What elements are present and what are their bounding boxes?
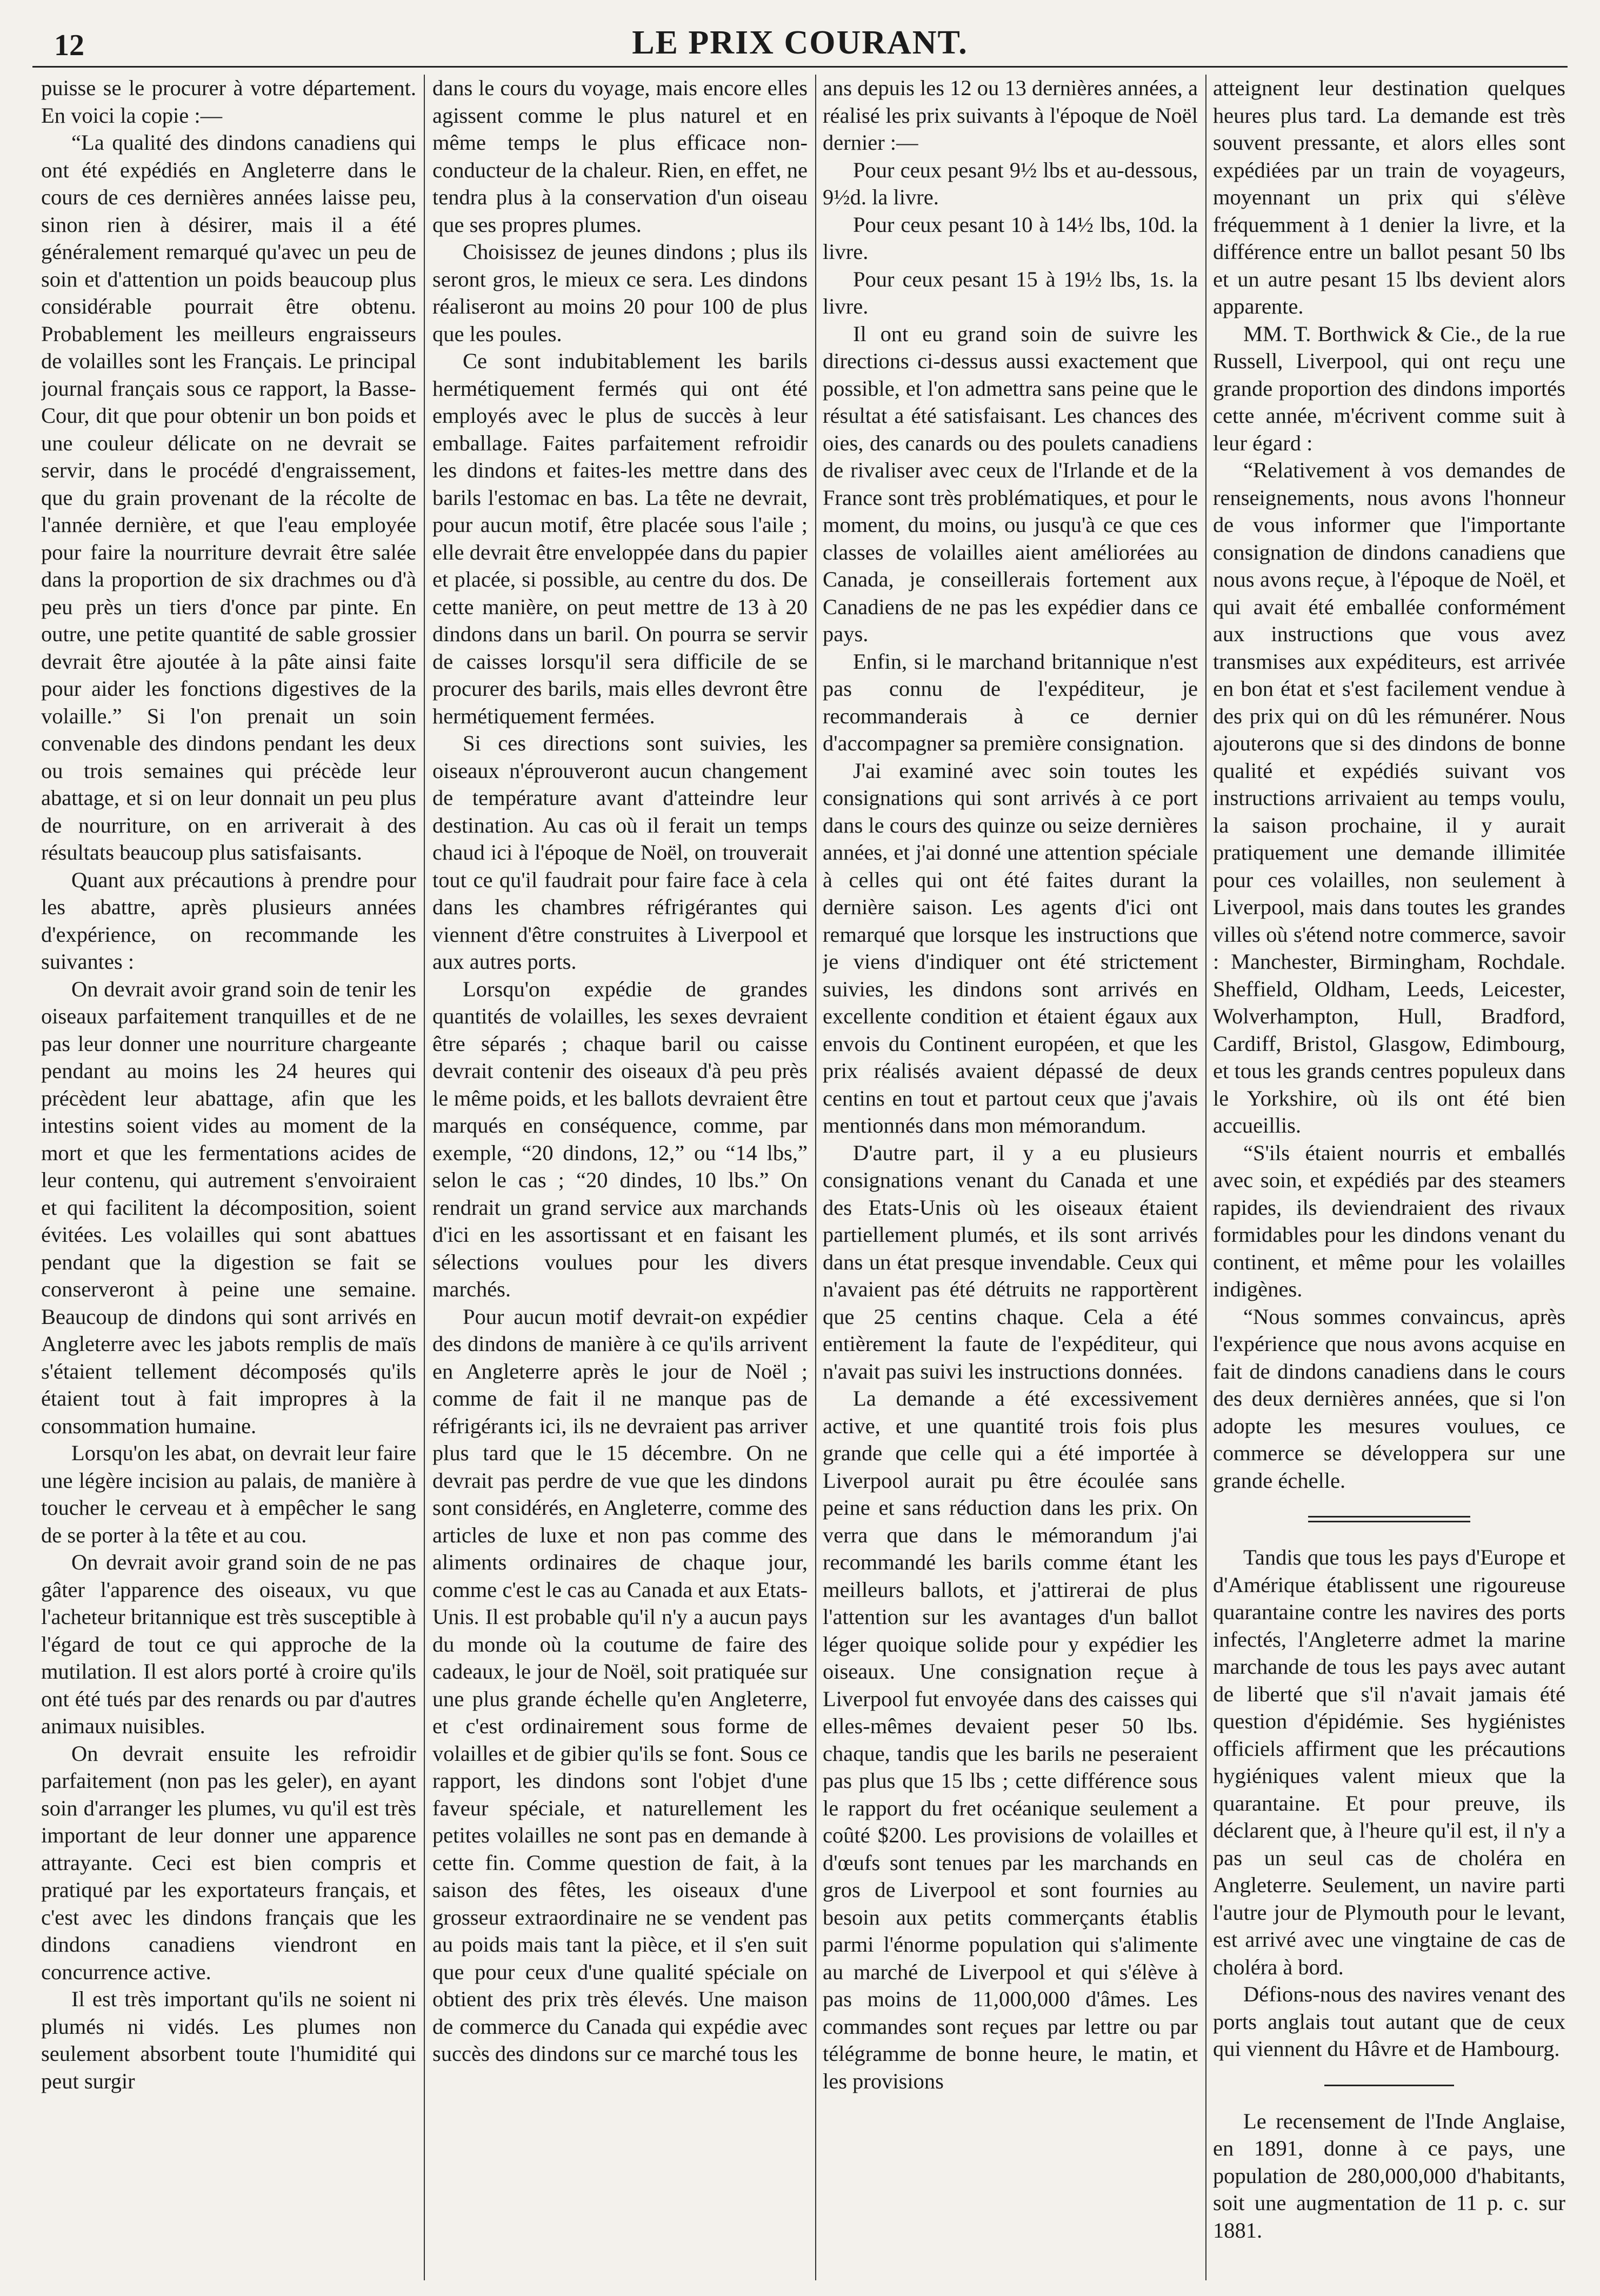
masthead-title: LE PRIX COURANT. [632,24,968,61]
section-separator [1308,1516,1470,1522]
paragraph: Enfin, si le marchand britannique n'est pas connu de l'expéditeur, je recommanderais à ce dernier d'accompagner sa première consignation. [823,649,1198,755]
paragraph: Il est très important qu'ils ne soient ni plumés ni vidés. Les plumes non seulement absorbent toute l'humidité qui peut surgir [41,1987,416,2093]
article-columns [32,75,1568,2280]
paragraph: Si ces directions sont suivies, les oiseaux n'éprouveront aucun changement de température avant d'atteindre leur destination. Au cas où il ferait un temps chaud ici à l'époque de Noël, on trouverait tout ce qu'il faudrait pour faire face à cela dans les chambres réfrigérantes qui viennent d'être construites à Liverpool et aux autres ports. [432,731,808,974]
paragraph: La demande a été excessivement active, et une quantité trois fois plus grande que celle qui a été importée à Liverpool aurait pu être écoulée sans peine et sans réduction dans les prix. On verra que dans le mémorandum j'ai recommandé les barils comme étant les meilleurs ballots, et j'attirerai de plus l'attention sur les avantages d'un ballot léger quoique solide pour y expédier les oiseaux. Une consignation reçue à Liverpool fut envoyée dans des caisses qui elles-mêmes devaient peser 50 lbs. chaque, tandis que les barils ne peseraient pas plus que 15 lbs ; cette différence sous le rapport du fret océanique seulement a coûté $200. Les provisions de volailles et d'œufs sont tenues par les marchands en gros de Liverpool et sont fournies au besoin aux petits commerçants établis parmi l'énorme population qui s'alimente au marché de Liverpool et qui s'élève à pas moins de 11,000,000 d'âmes. Les commandes sont reçues par lettre ou par télégramme de bonne heure, le matin, et les provisions [823,1386,1198,2093]
paragraph: puisse se le procurer à votre département. En voici la copie :— [41,76,416,128]
paragraph: Le recensement de l'Inde Anglaise, en 1891, donne à ce pays, une population de 280,000,000 d'habitants, soit une augmentation de 11 p. c. sur 1881. [1213,2108,1565,2242]
column-rule [424,75,425,2280]
paragraph: On devrait ensuite les refroidir parfaitement (non pas les geler), en ayant soin d'arranger les plumes, vu qu'il est très important de leur donner une apparence attrayante. Ceci est bien compris et pratiqué par les exportateurs français, et c'est avec les dindons français que les dindons canadiens viendront en concurrence active. [41,1741,416,1984]
paragraph: “La qualité des dindons canadiens qui ont été expédiés en Angleterre dans le cours de ces dernières années laisse peu, sinon rien à désirer, mais il a été généralement remarqué qu'avec un peu de soin et d'attention un poids beaucoup plus considérable pourrait être obtenu. Probablement les meilleurs engraisseurs de volailles sont les Français. Le principal journal français sous ce rapport, la Basse-Cour, dit que pour obtenir un bon poids et une couleur délicate on ne devrait se servir, dans le procédé d'engraissement, que du grain provenant de la récolte de l'année dernière, et que l'eau employée pour faire la nourriture devrait être salée dans la proportion de six drachmes ou d'à peu près un tiers d'once par pinte. En outre, une petite quantité de sable grossier devrait être ajoutée à la pâte ainsi faite pour aider les fonctions digestives de la volaille.” Si l'on prenait un soin convenable des dindons pendant les deux ou trois semaines qui précède leur abattage, et si on leur donnait un peu plus de nourriture, on en arriverait à des résultats beaucoup plus satisfaisants. [41,130,416,864]
paragraph: Lorsqu'on expédie de grandes quantités de volailles, les sexes devraient être séparés ; chaque baril ou caisse devrait contenir des oiseaux d'à peu près le même poids, et les ballots devraient être marqués en conséquence, comme, par exemple, “20 dindons, 12,” ou “14 lbs,” selon le cas ; “20 dindes, 10 lbs.” On rendrait un grand service aux marchands d'ici en les assortissant et en faisant les sélections voulues pour les divers marchés. [432,976,808,1301]
section-separator [1324,2085,1454,2086]
paragraph: Choisissez de jeunes dindons ; plus ils seront gros, le mieux ce sera. Les dindons réaliseront au moins 20 pour 100 de plus que les poules. [432,239,808,346]
paragraph: Quant aux précautions à prendre pour les abattre, après plusieurs années d'expérience, on recommande les suivantes : [41,867,416,974]
paragraph: MM. T. Borthwick & Cie., de la rue Russell, Liverpool, qui ont reçu une grande proportion des dindons importés cette année, m'écrivent comme suit à leur égard : [1213,321,1565,455]
column-2 [432,75,808,2280]
paragraph: Ce sont indubitablement les barils hermétiquement fermés qui ont été employés avec le plus de succès à leur emballage. Faites parfaitement refroidir les dindons et faites-les mettre dans des barils l'estomac en bas. La tête ne devrait, pour aucun motif, être placée sous l'aile ; elle devrait être enveloppée dans du papier et placée, si possible, au centre du dos. De cette manière, on peut mettre de 13 à 20 dindons dans un baril. On pourra se servir de caisses lorsqu'il sera difficile de se procurer des barils, mais elles devront être hermétiquement fermées. [432,349,808,728]
column-rule [1205,75,1206,2280]
paragraph: Défions-nous des navires venant des ports anglais tout autant que de ceux qui viennent du Hâvre et de Hambourg. [1213,1982,1565,2061]
paragraph: “S'ils étaient nourris et emballés avec soin, et expédiés par des steamers rapides, ils deviendraient des rivaux formidables pour les dindons venant du continent, et même pour les volailles indigènes. [1213,1140,1565,1301]
paragraph: D'autre part, il y a eu plusieurs consignations venant du Canada et une des Etats-Unis où les oiseaux étaient partiellement plumés, et ils sont arrivés dans un état presque invendable. Ceux qui n'avaient pas été détruits ne rapportèrent que 25 centins chaque. Cela a été entièrement la faute de l'expéditeur, qui n'avait pas suivi les instructions données. [823,1140,1198,1383]
column-3 [823,75,1198,2280]
price-line: Pour ceux pesant 10 à 14½ lbs, 10d. la livre. [823,212,1198,264]
paragraph: “Nous sommes convaincus, après l'expérience que nous avons acquise en fait de dindons canadiens dans le cours des deux dernières années, que si l'on adopte les mesures voulues, ce commerce se développera sur une grande échelle. [1213,1304,1565,1493]
paragraph: Il ont eu grand soin de suivre les directions ci-dessus aussi exactement que possible, et l'on admettra sans peine que le résultat a été satisfaisant. Les chances des oies, des canards ou des poulets canadiens de rivaliser avec ceux de l'Irlande et de la France sont très problématiques, et pour le moment, du moins, ou jusqu'à ce que ces classes de volailles aient améliorées au Canada, je conseillerais fortement aux Canadiens de ne pas les expédier dans ce pays. [823,321,1198,646]
paragraph: dans le cours du voyage, mais encore elles agissent comme le plus naturel et en même temps le plus efficace non-conducteur de la chaleur. Rien, en effet, ne tendra plus à la conservation d'un oiseau que ses propres plumes. [432,76,808,237]
paragraph: ans depuis les 12 ou 13 dernières années, a réalisé les prix suivants à l'époque de Noël dernier :— [823,76,1198,155]
paragraph: On devrait avoir grand soin de ne pas gâter l'apparence des oiseaux, vu que l'acheteur britannique est très susceptible à l'égard de tout ce qui approche de la mutilation. Il est alors porté à croire qu'ils ont été tués par des renards ou par d'autres animaux nuisibles. [41,1550,416,1738]
page-header [32,22,1568,68]
paragraph: J'ai examiné avec soin toutes les consignations qui sont arrivés à ce port dans le cours des quinze ou seize dernières années, et j'ai donné une attention spéciale à celles qui ont été faites durant la dernière saison. Les agents d'ici ont remarqué que lorsque les instructions que je viens d'indiquer ont été strictement suivies, les dindons sont arrivés en excellente condition et étaient égaux aux envois du Continent européen, et que les prix réalisés avaient dépassé de deux centins en tout et partout ceux que j'avais mentionnés dans mon mémorandum. [823,758,1198,1137]
page-number: 12 [54,29,84,62]
column-rule [815,75,816,2280]
paragraph: “Relativement à vos demandes de renseignements, nous avons l'honneur de vous informer que l'importante consignation de dindons canadiens que nous avons reçue, à l'époque de Noël, et qui avait été emballée conformément aux instructions que vous avez transmises aux expéditeurs, est arrivée en bon état et s'est facilement vendue à des prix qui on dû les rémunérer. Nous ajouterons que si des dindons de bonne qualité et expédiés suivant vos instructions arrivaient au temps voulu, la saison prochaine, il y aurait pratiquement une demande illimitée pour ces volailles, non seulement à Liverpool, mais dans toutes les grandes villes où s'étend notre commerce, savoir : Manchester, Birmingham, Rochdale. Sheffield, Oldham, Leeds, Leicester, Wolverhampton, Hull, Bradford, Cardiff, Bristol, Glasgow, Edimbourg, et tous les grands centres populeux dans le Yorkshire, où ils ont été bien accueillis. [1213,458,1565,1137]
paragraph: On devrait avoir grand soin de tenir les oiseaux parfaitement tranquilles et de ne pas leur donner une nourriture chargeante pendant au moins les 24 heures qui précèdent leur abattage, afin que les intestins soient vides au moment de la mort et que les fermentations acides de leur contenu, qui autrement s'envoiraient et qui facilitent la décomposition, soient évitées. Les volailles qui sont abattues pendant que la digestion se fait se conserveront à peine une semaine. Beaucoup de dindons qui sont arrivés en Angleterre avec les jabots remplis de maïs s'étaient tellement décomposés qu'ils étaient tout à fait impropres à la consommation humaine. [41,976,416,1438]
paragraph: Pour aucun motif devrait-on expédier des dindons de manière à ce qu'ils arrivent en Angleterre après le jour de Noël ; comme de fait il ne manque pas de réfrigérants ici, ils ne devraient pas arriver plus tard que le 15 décembre. On ne devrait pas perdre de vue que les dindons sont considérés, en Angleterre, comme des articles de luxe et non pas comme des aliments ordinaires de chaque jour, comme c'est le cas au Canada et aux Etats-Unis. Il est probable qu'il n'y a aucun pays du monde où la coutume de faire des cadeaux, le jour de Noël, soit pratiquée sur une plus grande échelle qu'en Angleterre, et c'est ordinairement sous forme de volailles et de gibier qu'ils se font. Sous ce rapport, les dindons sont l'objet d'une faveur spéciale, et naturellement les petites volailles ne sont pas en demande à cette fin. Comme question de fait, à la saison des fêtes, les oiseaux d'une grosseur extraordinaire ne se vendent pas au poids mais tant la pièce, et il s'en suit que pour ceux d'une qualité spéciale on obtient des prix très élevés. Une maison de commerce du Canada qui expédie avec succès des dindons sur ce marché tous les [432,1304,808,2066]
paragraph: atteignent leur destination quelques heures plus tard. La demande est très souvent pressante, et alors elles sont expédiées par un train de voyageurs, moyennant un prix qui s'élève fréquemment à 1 denier la livre, et la différence entre un ballot pesant 50 lbs et un autre pesant 15 lbs devient alors apparente. [1213,76,1565,318]
price-line: Pour ceux pesant 15 à 19½ lbs, 1s. la livre. [823,267,1198,318]
column-1 [41,75,416,2280]
price-line: Pour ceux pesant 9½ lbs et au-dessous, 9½d. la livre. [823,157,1198,209]
paragraph: Lorsqu'on les abat, on devrait leur faire une légère incision au palais, de manière à toucher le cerveau et à empêcher le sang de se porter à la tête et au cou. [41,1441,416,1547]
column-4 [1213,75,1565,2280]
paragraph: Tandis que tous les pays d'Europe et d'Amérique établissent une rigoureuse quarantaine contre les navires des ports infectés, l'Angleterre admet la marine marchande de tous les pays avec autant de liberté que s'il n'avait jamais été question d'épidémie. Ses hygiénistes officiels affirment que les précautions hygiéniques valent mieux que la quarantaine. Et pour preuve, ils déclarent que, à l'heure qu'il est, il n'y a pas un seul cas de choléra en Angleterre. Seulement, un navire parti l'autre jour de Plymouth pour le levant, est arrivé avec une vingtaine de cas de choléra à bord. [1213,1545,1565,1979]
